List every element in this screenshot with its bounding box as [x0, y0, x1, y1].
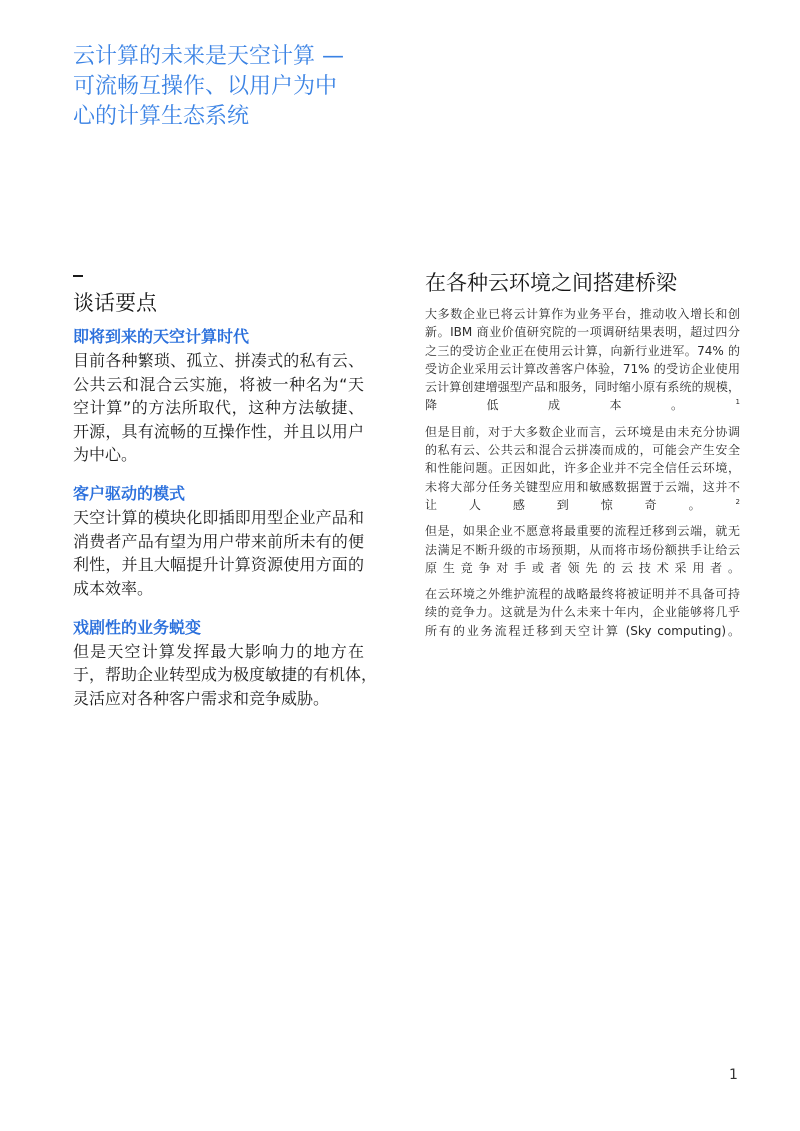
footnote-marker: 1: [735, 398, 740, 407]
paragraph-line: 成本效率。: [73, 578, 154, 598]
paragraph-line: 法满足不断升级的市场预期，从而将市场份额拱手让给云: [425, 542, 740, 557]
section-subheading: 即将到来的天空计算时代: [73, 327, 250, 346]
title-line: 可流畅互操作、以用户为中: [73, 74, 338, 99]
body-paragraph: [425, 522, 740, 577]
talking-points-heading: 谈话要点: [73, 291, 157, 315]
paragraph-line: 原生竞争对手或者领先的云技术采用者。: [425, 560, 740, 575]
body-paragraph: [425, 423, 740, 514]
paragraph-line: 天空计算的模块化即插即用型企业产品和: [73, 508, 364, 527]
page-number: 1: [729, 1067, 738, 1083]
footnote-marker: 2: [735, 497, 740, 506]
paragraph-line: 的私有云、公共云和混合云拼凑而成的，可能会产生安全: [425, 443, 740, 458]
paragraph-line-text: 降低成本。: [425, 398, 733, 413]
body-paragraph: [425, 585, 740, 640]
paragraph-line: 受访企业采用云计算改善客户体验，71% 的受访企业使用: [425, 361, 740, 376]
paragraph-line: [425, 496, 740, 514]
paragraph-line: 灵活应对各种客户需求和竞争威胁。: [73, 688, 330, 708]
paragraph-line: 之三的受访企业正在使用云计算，向新行业进军。74% 的: [425, 343, 740, 358]
talking-point-section: [73, 616, 378, 711]
body-paragraph: [425, 305, 740, 415]
section-marker-dash: [73, 275, 83, 277]
paragraph-line: 续的竞争力。这就是为什么未来十年内，企业能够将几乎: [425, 605, 740, 620]
bridging-heading: 在各种云环境之间搭建桥梁: [425, 271, 677, 295]
title-line: 云计算的未来是天空计算 —: [73, 44, 344, 69]
section-paragraph: [73, 349, 364, 467]
paragraph-line: 云计算创建增强型产品和服务，同时缩小原有系统的规模，: [425, 380, 740, 395]
paragraph-line: 但是目前，对于大多数企业而言，云环境是由未充分协调: [425, 424, 740, 439]
paragraph-line: 未将大部分任务关键型应用和敏感数据置于云端，这并不: [425, 479, 740, 494]
paragraph-line: 大多数企业已将云计算作为业务平台，推动收入增长和创: [425, 307, 740, 321]
talking-points-column: [73, 270, 378, 710]
section-subheading: 戏剧性的业务蜕变: [73, 617, 202, 637]
document-title: [73, 42, 373, 132]
paragraph-line: 在云环境之外维护流程的战略最终将被证明并不具备可持: [425, 587, 740, 602]
paragraph-line: 利性，并且大幅提升计算资源使用方面的: [73, 555, 364, 574]
bridging-column: [425, 268, 740, 648]
paragraph-line: 但是天空计算发挥最大影响力的地方在: [73, 641, 364, 661]
paragraph-line: 消费者产品有望为用户带来前所未有的便: [73, 531, 364, 551]
section-paragraph: [73, 640, 378, 711]
paragraph-line: 为中心。: [73, 445, 138, 464]
paragraph-line: 和性能问题。正因如此，许多企业并不完全信任云环境，: [425, 461, 740, 476]
paragraph-line: 于，帮助企业转型成为极度敏捷的有机体，: [73, 665, 378, 684]
paragraph-line: 新。IBM 商业价值研究院的一项调研结果表明，超过四分: [425, 325, 740, 340]
talking-point-section: [73, 325, 364, 467]
paragraph-line-text: 让人感到惊奇。: [425, 497, 733, 512]
paragraph-line: 开源，具有流畅的互操作性，并且以用户: [73, 421, 364, 441]
paragraph-line: 所有的业务流程迁移到天空计算 (Sky computing)。: [425, 623, 740, 638]
paragraph-line: 但是，如果企业不愿意将最重要的流程迁移到云端，就无: [425, 524, 740, 539]
paragraph-line: 公共云和混合云实施，将被一种名为“天: [73, 374, 364, 394]
title-line: 心的计算生态系统: [73, 104, 250, 129]
paragraph-line: [425, 396, 740, 414]
section-paragraph: [73, 506, 364, 600]
talking-point-section: [73, 482, 364, 600]
section-subheading: 客户驱动的模式: [73, 484, 186, 503]
paragraph-line: 空计算”的方法所取代，这种方法敏捷、: [73, 398, 364, 417]
paragraph-line: 目前各种繁琐、孤立、拼凑式的私有云、: [73, 351, 364, 370]
